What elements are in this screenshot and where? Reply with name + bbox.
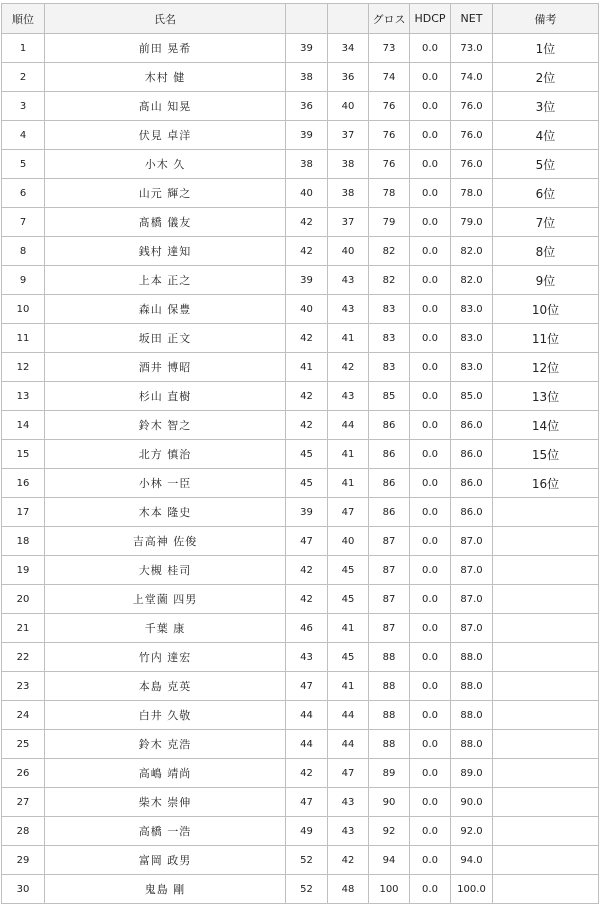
net-cell: 83.0	[451, 353, 493, 382]
in-score-cell: 43	[328, 295, 369, 324]
note-cell	[493, 817, 599, 846]
out-score-cell: 39	[286, 121, 328, 150]
table-row	[2, 295, 599, 324]
rank-cell: 2	[2, 63, 45, 92]
net-cell: 73.0	[451, 34, 493, 63]
note-cell: 14位	[493, 411, 599, 440]
gross-cell: 82	[369, 266, 410, 295]
hdcp-cell: 0.0	[410, 759, 451, 788]
gross-cell: 89	[369, 759, 410, 788]
note-cell: 11位	[493, 324, 599, 353]
net-cell: 88.0	[451, 643, 493, 672]
note-cell: 13位	[493, 382, 599, 411]
out-score-cell: 47	[286, 788, 328, 817]
table-row	[2, 150, 599, 179]
gross-cell: 100	[369, 875, 410, 904]
out-score-cell: 42	[286, 382, 328, 411]
header-note: 備考	[493, 4, 599, 34]
net-cell: 74.0	[451, 63, 493, 92]
rank-cell: 25	[2, 730, 45, 759]
table-row	[2, 353, 599, 382]
out-score-cell: 39	[286, 498, 328, 527]
gross-cell: 88	[369, 643, 410, 672]
rank-cell: 7	[2, 208, 45, 237]
rank-cell: 29	[2, 846, 45, 875]
out-score-cell: 42	[286, 411, 328, 440]
in-score-cell: 37	[328, 121, 369, 150]
gross-cell: 82	[369, 237, 410, 266]
rank-cell: 1	[2, 34, 45, 63]
net-cell: 88.0	[451, 730, 493, 759]
note-cell: 3位	[493, 92, 599, 121]
in-score-cell: 42	[328, 353, 369, 382]
net-cell: 88.0	[451, 672, 493, 701]
note-cell	[493, 556, 599, 585]
rank-cell: 4	[2, 121, 45, 150]
in-score-cell: 40	[328, 237, 369, 266]
rank-cell: 3	[2, 92, 45, 121]
rank-cell: 11	[2, 324, 45, 353]
note-cell: 12位	[493, 353, 599, 382]
table-row	[2, 875, 599, 904]
in-score-cell: 45	[328, 585, 369, 614]
in-score-cell: 43	[328, 788, 369, 817]
table-row	[2, 498, 599, 527]
table-row	[2, 324, 599, 353]
net-cell: 88.0	[451, 701, 493, 730]
in-score-cell: 43	[328, 266, 369, 295]
out-score-cell: 39	[286, 266, 328, 295]
net-cell: 76.0	[451, 121, 493, 150]
net-cell: 86.0	[451, 498, 493, 527]
hdcp-cell: 0.0	[410, 150, 451, 179]
in-score-cell: 37	[328, 208, 369, 237]
rank-cell: 28	[2, 817, 45, 846]
name-cell: 高嶋 靖尚	[45, 759, 286, 788]
table-row	[2, 614, 599, 643]
out-score-cell: 44	[286, 701, 328, 730]
table-row	[2, 411, 599, 440]
name-cell: 坂田 正文	[45, 324, 286, 353]
hdcp-cell: 0.0	[410, 179, 451, 208]
table-row	[2, 440, 599, 469]
in-score-cell: 44	[328, 411, 369, 440]
in-score-cell: 44	[328, 701, 369, 730]
note-cell: 4位	[493, 121, 599, 150]
name-cell: 上堂薗 四男	[45, 585, 286, 614]
note-cell: 2位	[493, 63, 599, 92]
hdcp-cell: 0.0	[410, 237, 451, 266]
out-score-cell: 39	[286, 34, 328, 63]
table-row	[2, 208, 599, 237]
rank-cell: 19	[2, 556, 45, 585]
gross-cell: 86	[369, 440, 410, 469]
in-score-cell: 41	[328, 614, 369, 643]
rank-cell: 24	[2, 701, 45, 730]
in-score-cell: 41	[328, 469, 369, 498]
gross-cell: 86	[369, 469, 410, 498]
in-score-cell: 38	[328, 150, 369, 179]
name-cell: 木村 健	[45, 63, 286, 92]
name-cell: 酒井 博昭	[45, 353, 286, 382]
hdcp-cell: 0.0	[410, 382, 451, 411]
rank-cell: 14	[2, 411, 45, 440]
in-score-cell: 41	[328, 672, 369, 701]
name-cell: 上本 正之	[45, 266, 286, 295]
net-cell: 76.0	[451, 150, 493, 179]
gross-cell: 86	[369, 498, 410, 527]
rank-cell: 23	[2, 672, 45, 701]
net-cell: 86.0	[451, 469, 493, 498]
net-cell: 87.0	[451, 527, 493, 556]
in-score-cell: 45	[328, 556, 369, 585]
table-row	[2, 266, 599, 295]
rank-cell: 5	[2, 150, 45, 179]
gross-cell: 87	[369, 585, 410, 614]
name-cell: 髙山 知晃	[45, 92, 286, 121]
table-row	[2, 92, 599, 121]
note-cell: 1位	[493, 34, 599, 63]
hdcp-cell: 0.0	[410, 266, 451, 295]
hdcp-cell: 0.0	[410, 556, 451, 585]
header-out	[286, 4, 328, 34]
name-cell: 吉高神 佐俊	[45, 527, 286, 556]
net-cell: 85.0	[451, 382, 493, 411]
net-cell: 89.0	[451, 759, 493, 788]
hdcp-cell: 0.0	[410, 440, 451, 469]
net-cell: 87.0	[451, 614, 493, 643]
net-cell: 86.0	[451, 411, 493, 440]
rank-cell: 17	[2, 498, 45, 527]
hdcp-cell: 0.0	[410, 672, 451, 701]
net-cell: 76.0	[451, 92, 493, 121]
in-score-cell: 34	[328, 34, 369, 63]
rank-cell: 27	[2, 788, 45, 817]
gross-cell: 83	[369, 324, 410, 353]
hdcp-cell: 0.0	[410, 34, 451, 63]
gross-cell: 86	[369, 411, 410, 440]
rank-cell: 30	[2, 875, 45, 904]
out-score-cell: 42	[286, 759, 328, 788]
note-cell: 6位	[493, 179, 599, 208]
table-row	[2, 788, 599, 817]
net-cell: 100.0	[451, 875, 493, 904]
net-cell: 87.0	[451, 585, 493, 614]
name-cell: 高橋 一浩	[45, 817, 286, 846]
rank-cell: 6	[2, 179, 45, 208]
name-cell: 伏見 卓洋	[45, 121, 286, 150]
header-name: 氏名	[45, 4, 286, 34]
name-cell: 森山 保豊	[45, 295, 286, 324]
net-cell: 79.0	[451, 208, 493, 237]
in-score-cell: 36	[328, 63, 369, 92]
name-cell: 前田 晃希	[45, 34, 286, 63]
table-body	[2, 34, 599, 904]
hdcp-cell: 0.0	[410, 701, 451, 730]
out-score-cell: 44	[286, 730, 328, 759]
note-cell	[493, 846, 599, 875]
gross-cell: 88	[369, 730, 410, 759]
rank-cell: 21	[2, 614, 45, 643]
note-cell: 9位	[493, 266, 599, 295]
hdcp-cell: 0.0	[410, 411, 451, 440]
gross-cell: 87	[369, 527, 410, 556]
in-score-cell: 43	[328, 817, 369, 846]
table-row	[2, 817, 599, 846]
note-cell: 16位	[493, 469, 599, 498]
table-row	[2, 121, 599, 150]
name-cell: 大槻 桂司	[45, 556, 286, 585]
gross-cell: 88	[369, 701, 410, 730]
hdcp-cell: 0.0	[410, 63, 451, 92]
out-score-cell: 47	[286, 672, 328, 701]
table-row	[2, 730, 599, 759]
gross-cell: 88	[369, 672, 410, 701]
results-table	[1, 3, 599, 904]
net-cell: 82.0	[451, 237, 493, 266]
header-hdcp: HDCP	[410, 4, 451, 34]
hdcp-cell: 0.0	[410, 846, 451, 875]
rank-cell: 13	[2, 382, 45, 411]
in-score-cell: 40	[328, 527, 369, 556]
table-header	[2, 4, 599, 34]
out-score-cell: 36	[286, 92, 328, 121]
name-cell: 鬼島 剛	[45, 875, 286, 904]
name-cell: 富岡 政男	[45, 846, 286, 875]
net-cell: 87.0	[451, 556, 493, 585]
name-cell: 小林 一臣	[45, 469, 286, 498]
table-row	[2, 527, 599, 556]
gross-cell: 73	[369, 34, 410, 63]
hdcp-cell: 0.0	[410, 643, 451, 672]
out-score-cell: 40	[286, 179, 328, 208]
out-score-cell: 43	[286, 643, 328, 672]
out-score-cell: 45	[286, 440, 328, 469]
rank-cell: 8	[2, 237, 45, 266]
in-score-cell: 42	[328, 846, 369, 875]
name-cell: 杉山 直樹	[45, 382, 286, 411]
table-row	[2, 469, 599, 498]
gross-cell: 87	[369, 556, 410, 585]
gross-cell: 76	[369, 92, 410, 121]
table-row	[2, 34, 599, 63]
gross-cell: 94	[369, 846, 410, 875]
name-cell: 山元 輝之	[45, 179, 286, 208]
name-cell: 木本 隆史	[45, 498, 286, 527]
name-cell: 柴木 崇伸	[45, 788, 286, 817]
net-cell: 86.0	[451, 440, 493, 469]
hdcp-cell: 0.0	[410, 817, 451, 846]
table-row	[2, 63, 599, 92]
in-score-cell: 44	[328, 730, 369, 759]
rank-cell: 16	[2, 469, 45, 498]
rank-cell: 12	[2, 353, 45, 382]
table-row	[2, 179, 599, 208]
out-score-cell: 42	[286, 208, 328, 237]
note-cell	[493, 527, 599, 556]
hdcp-cell: 0.0	[410, 121, 451, 150]
in-score-cell: 45	[328, 643, 369, 672]
net-cell: 83.0	[451, 295, 493, 324]
gross-cell: 78	[369, 179, 410, 208]
table-row	[2, 556, 599, 585]
gross-cell: 83	[369, 295, 410, 324]
hdcp-cell: 0.0	[410, 92, 451, 121]
note-cell: 10位	[493, 295, 599, 324]
note-cell	[493, 498, 599, 527]
header-rank: 順位	[2, 4, 45, 34]
out-score-cell: 38	[286, 150, 328, 179]
net-cell: 90.0	[451, 788, 493, 817]
gross-cell: 90	[369, 788, 410, 817]
table-row	[2, 672, 599, 701]
name-cell: 本島 克英	[45, 672, 286, 701]
rank-cell: 20	[2, 585, 45, 614]
table-row	[2, 237, 599, 266]
rank-cell: 26	[2, 759, 45, 788]
name-cell: 白井 久敬	[45, 701, 286, 730]
net-cell: 92.0	[451, 817, 493, 846]
hdcp-cell: 0.0	[410, 788, 451, 817]
gross-cell: 83	[369, 353, 410, 382]
hdcp-cell: 0.0	[410, 875, 451, 904]
out-score-cell: 42	[286, 556, 328, 585]
hdcp-cell: 0.0	[410, 527, 451, 556]
name-cell: 北方 慎治	[45, 440, 286, 469]
name-cell: 銭村 達知	[45, 237, 286, 266]
header-in	[328, 4, 369, 34]
out-score-cell: 40	[286, 295, 328, 324]
table-row	[2, 643, 599, 672]
out-score-cell: 49	[286, 817, 328, 846]
name-cell: 鈴木 克浩	[45, 730, 286, 759]
hdcp-cell: 0.0	[410, 585, 451, 614]
gross-cell: 87	[369, 614, 410, 643]
hdcp-cell: 0.0	[410, 324, 451, 353]
hdcp-cell: 0.0	[410, 353, 451, 382]
out-score-cell: 42	[286, 324, 328, 353]
note-cell	[493, 875, 599, 904]
out-score-cell: 45	[286, 469, 328, 498]
hdcp-cell: 0.0	[410, 208, 451, 237]
note-cell	[493, 585, 599, 614]
gross-cell: 74	[369, 63, 410, 92]
table-row	[2, 585, 599, 614]
net-cell: 94.0	[451, 846, 493, 875]
out-score-cell: 47	[286, 527, 328, 556]
in-score-cell: 47	[328, 498, 369, 527]
hdcp-cell: 0.0	[410, 295, 451, 324]
name-cell: 小木 久	[45, 150, 286, 179]
note-cell	[493, 643, 599, 672]
gross-cell: 92	[369, 817, 410, 846]
rank-cell: 10	[2, 295, 45, 324]
gross-cell: 79	[369, 208, 410, 237]
hdcp-cell: 0.0	[410, 469, 451, 498]
out-score-cell: 46	[286, 614, 328, 643]
gross-cell: 85	[369, 382, 410, 411]
name-cell: 竹内 達宏	[45, 643, 286, 672]
in-score-cell: 48	[328, 875, 369, 904]
note-cell: 5位	[493, 150, 599, 179]
out-score-cell: 52	[286, 875, 328, 904]
rank-cell: 9	[2, 266, 45, 295]
in-score-cell: 41	[328, 324, 369, 353]
out-score-cell: 38	[286, 63, 328, 92]
note-cell	[493, 672, 599, 701]
note-cell: 8位	[493, 237, 599, 266]
out-score-cell: 42	[286, 237, 328, 266]
rank-cell: 22	[2, 643, 45, 672]
table-row	[2, 701, 599, 730]
note-cell	[493, 788, 599, 817]
in-score-cell: 40	[328, 92, 369, 121]
net-cell: 83.0	[451, 324, 493, 353]
name-cell: 千葉 康	[45, 614, 286, 643]
header-gross: グロス	[369, 4, 410, 34]
name-cell: 鈴木 智之	[45, 411, 286, 440]
hdcp-cell: 0.0	[410, 614, 451, 643]
rank-cell: 18	[2, 527, 45, 556]
net-cell: 78.0	[451, 179, 493, 208]
hdcp-cell: 0.0	[410, 730, 451, 759]
in-score-cell: 43	[328, 382, 369, 411]
name-cell: 髙橋 儀友	[45, 208, 286, 237]
table-row	[2, 759, 599, 788]
note-cell	[493, 701, 599, 730]
header-net: NET	[451, 4, 493, 34]
note-cell	[493, 759, 599, 788]
rank-cell: 15	[2, 440, 45, 469]
table-row	[2, 382, 599, 411]
note-cell	[493, 730, 599, 759]
table-row	[2, 846, 599, 875]
note-cell: 7位	[493, 208, 599, 237]
out-score-cell: 52	[286, 846, 328, 875]
out-score-cell: 42	[286, 585, 328, 614]
in-score-cell: 38	[328, 179, 369, 208]
note-cell: 15位	[493, 440, 599, 469]
in-score-cell: 47	[328, 759, 369, 788]
net-cell: 82.0	[451, 266, 493, 295]
header-row	[2, 4, 599, 34]
hdcp-cell: 0.0	[410, 498, 451, 527]
in-score-cell: 41	[328, 440, 369, 469]
gross-cell: 76	[369, 121, 410, 150]
note-cell	[493, 614, 599, 643]
out-score-cell: 41	[286, 353, 328, 382]
gross-cell: 76	[369, 150, 410, 179]
